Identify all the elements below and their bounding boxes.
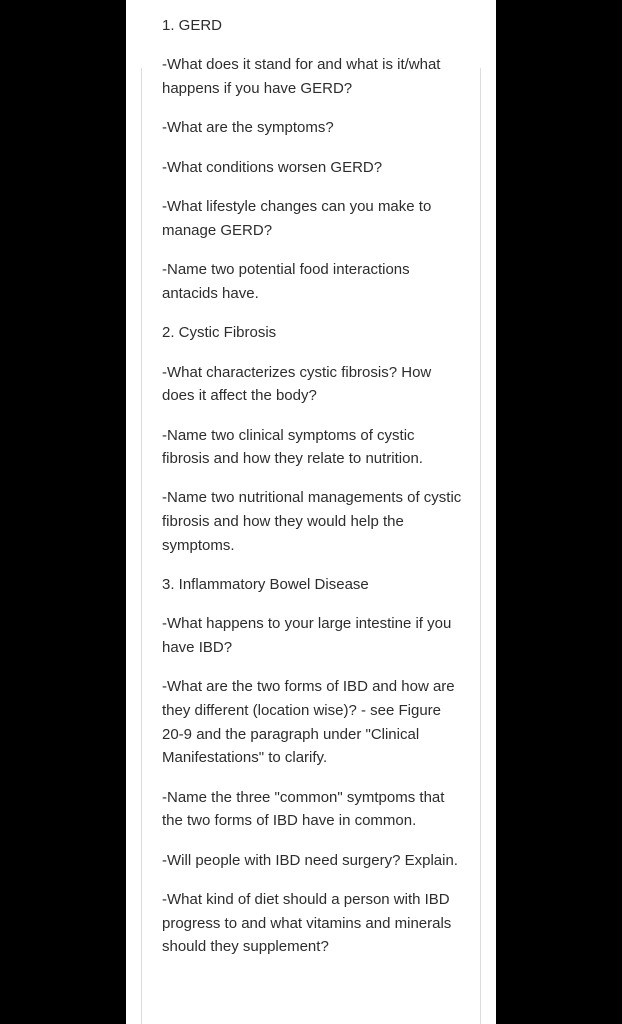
question-text: -What are the two forms of IBD and how are they different (location wise)? - see Figure 20-9 and the paragraph under "Clinical Manifestations" to clarify. <box>162 678 455 767</box>
question-text: -Name two clinical symptoms of cystic fibrosis and how they relate to nutrition. <box>162 426 423 468</box>
question-text: -What does it stand for and what is it/what happens if you have GERD? <box>162 56 441 97</box>
document-content <box>162 14 462 975</box>
section-heading-cystic-fibrosis: 2. Cystic Fibrosis <box>162 324 277 342</box>
question-text: -Name two nutritional managements of cystic fibrosis and how they would help the symptoms. <box>162 489 462 554</box>
question-text: -What are the symptoms? <box>162 119 334 137</box>
question-text: -Will people with IBD need surgery? Explain. <box>162 851 458 869</box>
question-text: -What lifestyle changes can you make to manage GERD? <box>162 198 432 239</box>
question-text: -Name the three "common" symtpoms that the two forms of IBD have in common. <box>162 788 445 830</box>
question-text: -What conditions worsen GERD? <box>162 158 383 176</box>
section-heading-ibd: 3. Inflammatory Bowel Disease <box>162 576 369 594</box>
question-text: -What characterizes cystic fibrosis? How does it affect the body? <box>162 363 432 405</box>
section-heading-gerd: 1. GERD <box>162 17 223 34</box>
question-text: -What happens to your large intestine if you have IBD? <box>162 615 452 657</box>
document-page <box>126 0 496 1024</box>
right-border-line <box>480 68 481 1024</box>
question-text: -What kind of diet should a person with IBD progress to and what vitamins and minerals should they supplement? <box>162 890 452 956</box>
question-text: -Name two potential food interactions antacids have. <box>162 261 410 302</box>
left-border-line <box>141 68 142 1024</box>
